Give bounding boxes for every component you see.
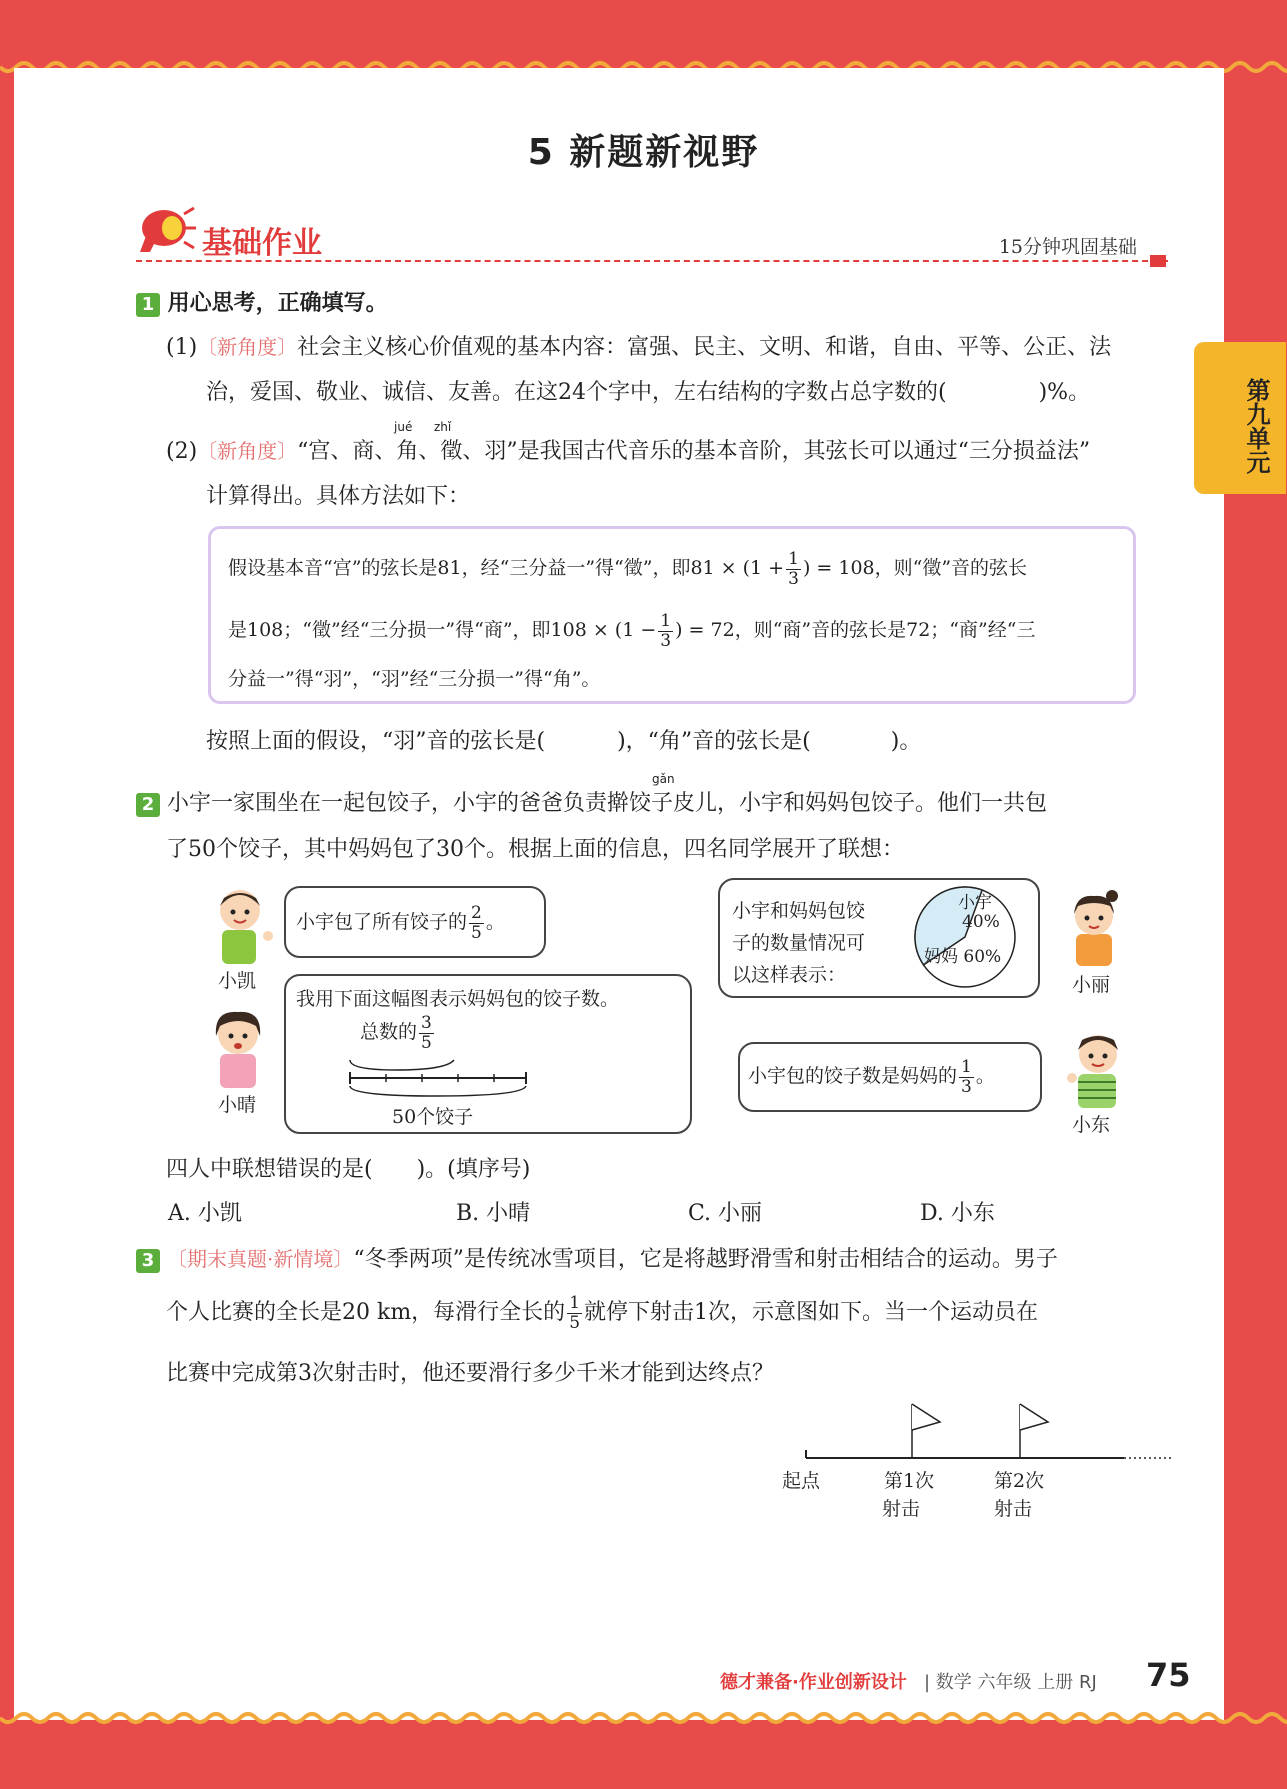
xiaokai-speech-row: 小宇包了所有饺子的 $\frac{2}{5}$ 。 — [296, 902, 505, 943]
page-number: 75 — [1146, 1656, 1191, 1694]
unit-side-tab: 第九单元 — [1194, 342, 1286, 494]
diagram-shot2-label-b: 射击 — [994, 1498, 1033, 1520]
xiaoli-name: 小丽 — [1072, 974, 1111, 996]
q1-p1-line2 — [206, 375, 1090, 406]
diagram-shot1-label-a: 第1次 — [884, 1470, 935, 1492]
frac-num: 1 — [788, 548, 799, 569]
q2-line2: 了50个饺子，其中妈妈包了30个。根据上面的信息，四名同学展开了联想： — [166, 837, 904, 862]
section-divider — [136, 260, 1168, 262]
xiaoqing-bottom-label: 50个饺子 — [392, 1106, 474, 1128]
q2-line1 — [136, 786, 1047, 817]
q2-text-a: 小宇一家围坐在一起包饺子，小宇的爸爸负责擀饺子皮儿，小宇和妈妈包饺子。他们一共包 — [167, 791, 1048, 816]
frac-den: 3 — [660, 630, 672, 651]
shot2-flag-icon — [1020, 1404, 1048, 1430]
box-line2-fraction — [658, 612, 673, 651]
frac-num: 2 — [471, 902, 482, 923]
q2-option-a[interactable]: A. 小凯 — [168, 1201, 242, 1226]
q3-text-b2: 就停下射击1次，示意图如下。当一个运动员在 — [584, 1300, 1039, 1325]
diagram-shot2-label-a: 第2次 — [994, 1470, 1045, 1492]
box-line1 — [228, 540, 1027, 596]
box-line3: 分益一”得“羽”，“羽”经“三分损一”得“角”。 — [228, 668, 601, 690]
frac-num: 1 — [569, 1292, 581, 1313]
shot1-flag-icon — [912, 1404, 940, 1430]
q1-p2-question-b: )，“角”音的弦长是( — [617, 729, 811, 754]
q3-number: 3 — [136, 1249, 160, 1273]
box-line1-a: 假设基本音“宫”的弦长是81，经“三分益一”得“徵”，即81 × (1 + — [228, 557, 785, 579]
xiaoqing-bar-diagram — [346, 1058, 530, 1102]
frac-num: 1 — [660, 610, 672, 631]
xiaodong-fraction — [959, 1058, 974, 1097]
bottom-wave-border — [0, 1705, 1287, 1731]
divider-end-mark — [1150, 255, 1166, 267]
q2-option-d[interactable]: D. 小东 — [920, 1201, 995, 1226]
footer-info-row: | 数学 六年级 上册 RJ — [924, 1672, 1097, 1693]
frac-num: 3 — [421, 1012, 432, 1033]
q3-tag: 〔期末真题·新情境〕 — [167, 1247, 354, 1271]
xiaokai-fraction — [469, 904, 484, 943]
xiaodong-speech: 小宇包的饺子数是妈妈的 — [748, 1065, 958, 1087]
footer-info: 数学 六年级 上册 RJ — [935, 1672, 1097, 1693]
q2-question — [166, 1152, 530, 1183]
footer-brand: 德才兼备·作业创新设计 — [720, 1672, 907, 1693]
q3-fraction — [567, 1294, 582, 1333]
pinyin-zhi: zhǐ — [434, 420, 452, 434]
xiaoqing-name: 小晴 — [218, 1094, 257, 1116]
pinyin-gan: gǎn — [652, 772, 675, 786]
q1-p1-index: (1) — [166, 335, 198, 360]
section-title: 基础作业 — [202, 226, 322, 261]
q1-p2-question-a: 按照上面的假设，“羽”音的弦长是( — [206, 729, 546, 754]
diagram-start-label: 起点 — [782, 1470, 821, 1492]
pie-label-xiaoyu: 小宇 — [958, 893, 992, 913]
q1-p1-text-b-end: )%。 — [1038, 380, 1091, 405]
q2-number: 2 — [136, 793, 160, 817]
q1-p2-question — [206, 724, 921, 755]
diagram-shot1-label-b: 射击 — [882, 1498, 921, 1520]
xiaodong-avatar — [1066, 1026, 1128, 1110]
q1-p2-index: (2) — [166, 439, 198, 464]
xiaodong-speech-row: 小宇包的饺子数是妈妈的 $\frac{1}{3}$ 。 — [748, 1056, 995, 1097]
xiaoqing-label: 总数的 — [360, 1021, 418, 1043]
xiaoli-avatar — [1064, 888, 1126, 968]
pie-value-mom: 60% — [963, 947, 1002, 967]
xiaoqing-avatar — [206, 1006, 272, 1090]
q2-option-b[interactable]: B. 小晴 — [456, 1201, 531, 1226]
q1-p2-line1 — [166, 434, 1090, 465]
pie-value-xiaoyu: 40% — [962, 912, 1000, 932]
q1-p1-line1 — [166, 330, 1111, 361]
xiaoli-speech-line3: 以这样表示： — [732, 964, 847, 986]
megaphone-icon — [134, 206, 198, 258]
biathlon-diagram — [800, 1396, 1174, 1466]
xiaoqing-label-row — [360, 1010, 436, 1054]
q2-question-text: 四人中联想错误的是( — [166, 1157, 373, 1182]
q2-option-c[interactable]: C. 小丽 — [688, 1201, 763, 1226]
q1-p2-tag: 〔新角度〕 — [197, 439, 298, 463]
q1-p2-line2: 计算得出。具体方法如下： — [206, 484, 471, 509]
xiaoqing-fraction — [419, 1014, 434, 1053]
xiaokai-name: 小凯 — [218, 970, 257, 992]
xiaoqing-speech: 我用下面这幅图表示妈妈包的饺子数。 — [296, 988, 620, 1010]
q1-p2-question-c: )。 — [890, 729, 922, 754]
pinyin-jue: jué — [394, 420, 413, 434]
frac-den: 5 — [569, 1312, 581, 1333]
q3-line1 — [136, 1242, 1058, 1273]
box-line2-a: 是108；“徵”经“三分损一”得“商”，即108 × (1 − — [228, 619, 657, 641]
q1-p1-text-b: 治，爱国、敬业、诚信、友善。在这24个字中，左右结构的字数占总字数的( — [206, 380, 947, 405]
xiaoli-speech-line1: 小宇和妈妈包饺 — [732, 900, 866, 922]
q1-heading-row — [136, 286, 388, 317]
q1-p1-text-a: 社会主义核心价值观的基本内容：富强、民主、文明、和谐，自由、平等、公正、法 — [297, 335, 1112, 360]
box-line2 — [228, 602, 1035, 658]
q1-p2-text-a: “宫、商、角、徵、羽”是我国古代音乐的基本音阶，其弦长可以通过“三分损益法” — [297, 439, 1091, 464]
xiaodong-name: 小东 — [1072, 1114, 1111, 1136]
q1-number: 1 — [136, 293, 160, 317]
page-title: 5 新题新视野 — [527, 132, 760, 173]
q3-line2 — [166, 1288, 1038, 1338]
box-line1-fraction — [786, 550, 801, 589]
frac-den: 3 — [961, 1076, 972, 1097]
frac-den: 3 — [788, 568, 799, 589]
box-line2-b: ) = 72，则“商”音的弦长是72；“商”经“三 — [675, 619, 1036, 641]
q2-question-end: )。(填序号) — [416, 1157, 531, 1182]
xiaoli-speech-line2: 子的数量情况可 — [732, 932, 866, 954]
q3-text-a: “冬季两项”是传统冰雪项目，它是将越野滑雪和射击相结合的运动。男子 — [353, 1247, 1058, 1272]
box-line1-b: ) = 108，则“徵”音的弦长 — [802, 557, 1028, 579]
xiaokai-speech: 小宇包了所有饺子的 — [296, 911, 468, 933]
section-subtitle: 15分钟巩固基础 — [998, 236, 1137, 258]
q1-p1-tag: 〔新角度〕 — [197, 335, 298, 359]
pie-label-mom: 妈妈 — [924, 947, 958, 967]
pie-row-mom — [924, 942, 1001, 967]
q1-heading: 用心思考，正确填写。 — [167, 291, 388, 316]
xiaokai-avatar — [208, 884, 274, 966]
frac-num: 1 — [961, 1056, 972, 1077]
frac-den: 5 — [421, 1032, 432, 1053]
frac-den: 5 — [471, 922, 482, 943]
q3-line3: 比赛中完成第3次射击时，他还要滑行多少千米才能到达终点？ — [166, 1361, 774, 1386]
q3-text-b1: 个人比赛的全长是20 km，每滑行全长的 — [166, 1300, 566, 1325]
